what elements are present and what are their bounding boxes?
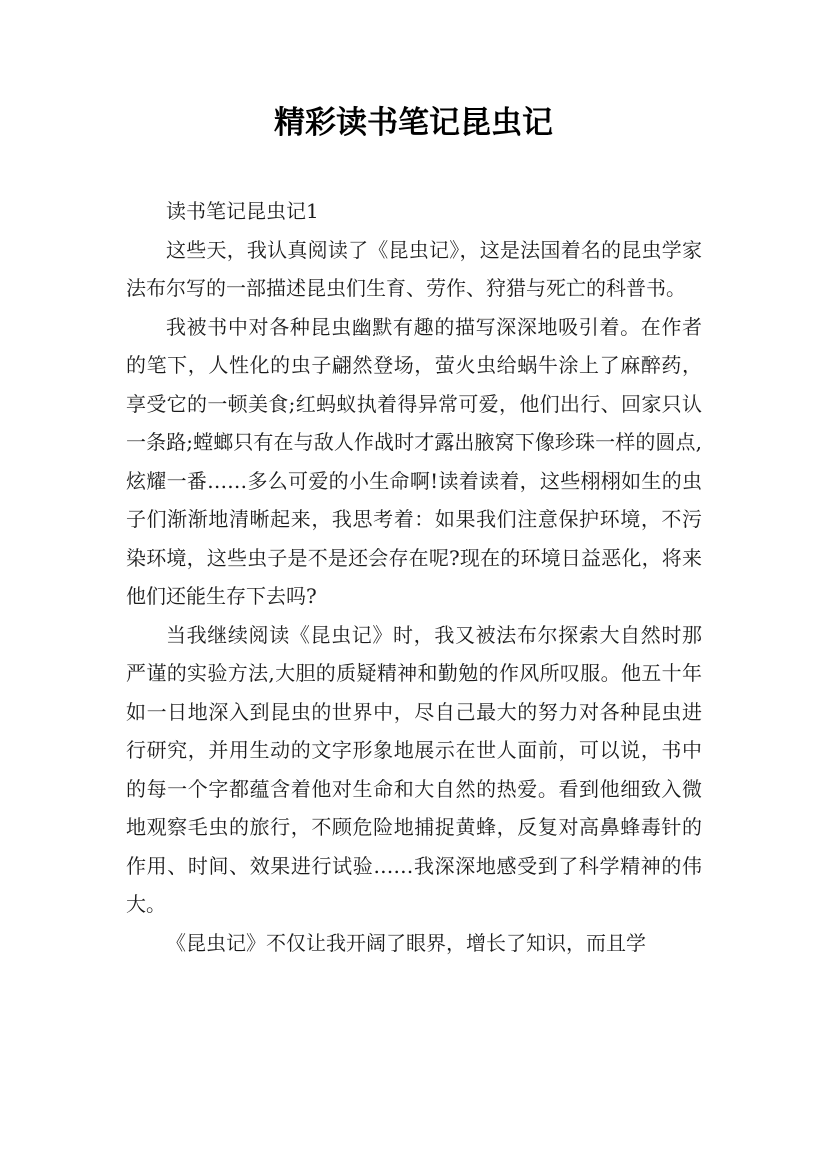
paragraph-3: 当我继续阅读《昆虫记》时，我又被法布尔探索大自然时那严谨的实验方法,大胆的质疑精神和勤勉的作风所叹服。他五十年如一日地深入到昆虫的世界中，尽自己最大的努力对各种昆虫进行研究，并用生动的文字形象地展示在世人面前，可以说，书中的每一个字都蕴含着他对生命和大自然的热爱。看到他细致入微地观察毛虫的旅行，不顾危险地捕捉黄蜂，反复对高鼻蜂毒针的作用、时间、效果进行试验……我深深地感受到了科学精神的伟大。: [126, 622, 702, 916]
paragraph-4: 《昆虫记》不仅让我开阔了眼界，增长了知识，而且学: [166, 930, 646, 955]
paragraph-2: 我被书中对各种昆虫幽默有趣的描写深深地吸引着。在作者的笔下，人性化的虫子翩然登场，萤火虫给蜗牛涂上了麻醉药，享受它的一顿美食;红蚂蚁执着得异常可爱，他们出行、回家只认一条路;螳螂只有在与敌人作战时才露出腋窝下像珍珠一样的圆点,炫耀一番……多么可爱的小生命啊!读着读着，这些栩栩如生的虫子们渐渐地清晰起来，我思考着：如果我们注意保护环境，不污染环境，这些虫子是不是还会存在呢?现在的环境日益恶化，将来他们还能生存下去吗?: [126, 314, 702, 608]
document-title: 精彩读书笔记昆虫记: [274, 105, 553, 141]
paragraph-1: 这些天，我认真阅读了《昆虫记》，这是法国着名的昆虫学家法布尔写的一部描述昆虫们生育、劳作、狩猎与死亡的科普书。: [126, 237, 702, 300]
section-heading: 读书笔记昆虫记1: [166, 199, 319, 223]
document-body: [126, 192, 702, 962]
